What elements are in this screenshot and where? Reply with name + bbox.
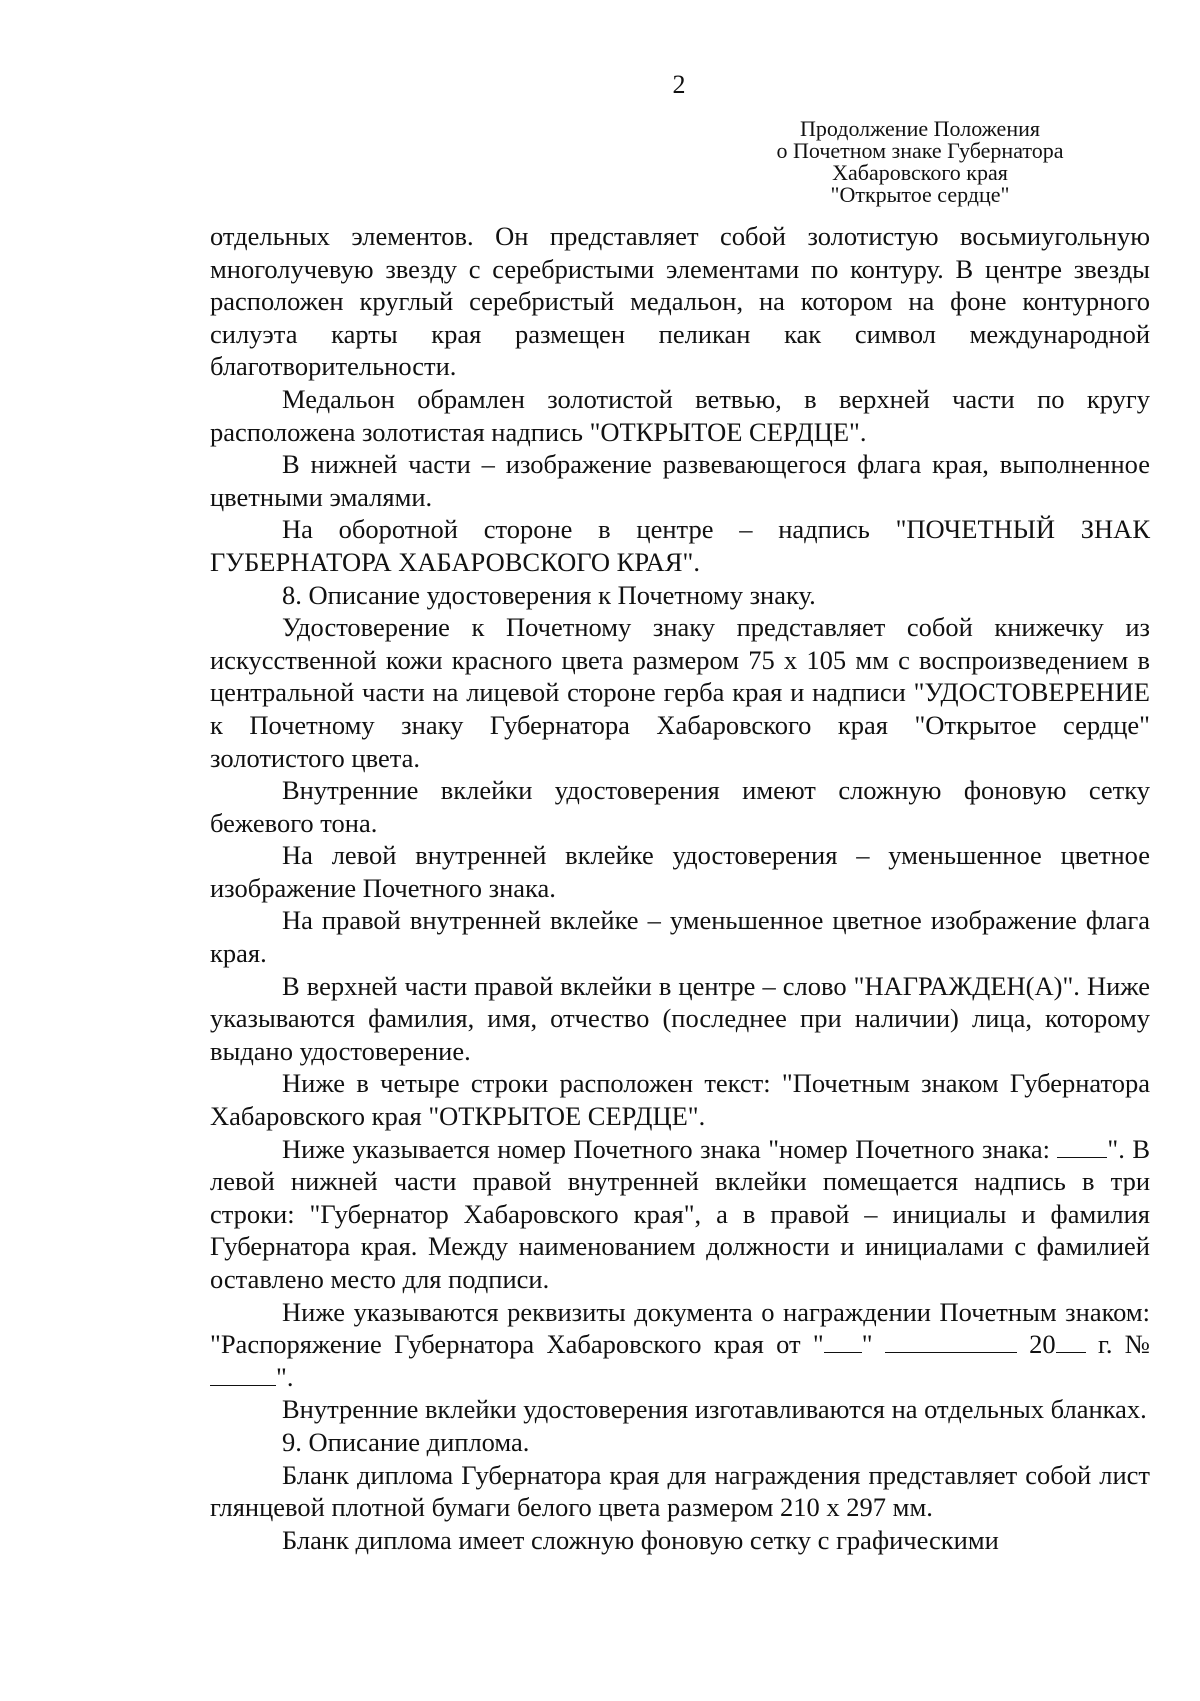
order-quote: " bbox=[861, 1329, 873, 1360]
document-body bbox=[210, 220, 1150, 1556]
page-number: 2 bbox=[672, 70, 686, 99]
document-header bbox=[760, 118, 1080, 206]
order-year-suffix: г. bbox=[1097, 1329, 1113, 1360]
order-day-blank bbox=[824, 1351, 862, 1353]
order-text-end: ". bbox=[276, 1361, 294, 1392]
paragraph-reverse-side: На оборотной стороне в центре – надпись "ПОЧЕТНЫЙ ЗНАК ГУБЕРНАТОРА ХАБАРОВСКОГО КРАЯ". bbox=[210, 514, 1150, 577]
order-year-prefix: 20 bbox=[1029, 1329, 1056, 1360]
badge-number-blank bbox=[1057, 1156, 1107, 1158]
paragraph-left-insert: На левой внутренней вклейке удостоверения – уменьшенное цветное изображение Почетного знака. bbox=[210, 840, 1150, 903]
paragraph-diploma-background: Бланк диплома имеет сложную фоновую сетку с графическими bbox=[282, 1524, 999, 1555]
order-text-start: Ниже указываются реквизиты документа о награждении Почетным знаком: "Распоряжение Губернатора Хабаровского края от " bbox=[210, 1296, 1150, 1360]
paragraph-medallion: Медальон обрамлен золотистой ветвью, в верхней части по кругу расположена золотистая надпись "ОТКРЫТОЕ СЕРДЦЕ". bbox=[210, 383, 1150, 447]
paragraph-badge-description: отдельных элементов. Он представляет собой золотистую восьмиугольную многолучевую звезду с серебристыми элементами по контуру. В центре звезды расположен круглый серебристый медальон, на котором на фоне контурного силуэта карты края размещен пеликан как символ международной благотворительности. bbox=[210, 221, 1150, 382]
paragraph-diploma-blank: Бланк диплома Губернатора края для награждения представляет собой лист глянцевой плотной бумаги белого цвета размером 210 х 297 мм. bbox=[210, 1459, 1150, 1523]
header-line-4: "Открытое сердце" bbox=[830, 182, 1010, 207]
paragraph-inner-inserts: Внутренние вклейки удостоверения имеют сложную фоновую сетку бежевого тона. bbox=[210, 775, 1150, 838]
badge-number-text-start: Ниже указывается номер Почетного знака "номер Почетного знака: bbox=[282, 1133, 1058, 1164]
section-heading-diploma: 9. Описание диплома. bbox=[282, 1426, 530, 1457]
paragraph-order-details bbox=[210, 1296, 1150, 1394]
paragraph-awarded-word: В верхней части правой вклейки в центре – слово "НАГРАЖДЕН(А)". Ниже указываются фамилия, имя, отчество (последнее при наличии) лица, которому выдано удостоверение. bbox=[210, 970, 1150, 1066]
header-line-3: Хабаровского края bbox=[832, 160, 1008, 185]
header-line-2: о Почетном знаке Губернатора bbox=[776, 138, 1064, 163]
paragraph-certificate-cover: Удостоверение к Почетному знаку представляет собой книжечку из искусственной кожи красного цвета размером 75 х 105 мм с воспроизведением в центральной части на лицевой стороне герба края и надписи "УДОСТОВЕРЕНИЕ к Почетному знаку Губернатора Хабаровского края "Открытое сердце" золотистого цвета. bbox=[210, 612, 1150, 773]
header-line-1: Продолжение Положения bbox=[800, 116, 1040, 141]
paragraph-four-lines-text: Ниже в четыре строки расположен текст: "Почетным знаком Губернатора Хабаровского края "ОТКРЫТОЕ СЕРДЦЕ". bbox=[210, 1068, 1150, 1132]
order-number-sign: № bbox=[1124, 1329, 1151, 1360]
paragraph-separate-blanks: Внутренние вклейки удостоверения изготавливаются на отдельных бланках. bbox=[282, 1394, 1147, 1425]
order-month-blank bbox=[885, 1351, 1017, 1353]
paragraph-badge-number bbox=[210, 1133, 1150, 1296]
order-year-blank bbox=[1056, 1351, 1086, 1353]
order-number-blank bbox=[210, 1384, 276, 1386]
paragraph-lower-part: В нижней части – изображение развевающегося флага края, выполненное цветными эмалями. bbox=[210, 449, 1150, 512]
badge-number-text-end: ". В левой нижней части правой внутренней вклейки помещается надпись в три строки: "Губернатор Хабаровского края", а в правой – инициалы и фамилия Губернатора края. Между наименованием должности и инициалами с фамилией оставлено место для подписи. bbox=[210, 1133, 1150, 1294]
section-heading-certificate: 8. Описание удостоверения к Почетному знаку. bbox=[282, 579, 816, 610]
paragraph-right-insert: На правой внутренней вклейке – уменьшенное цветное изображение флага края. bbox=[210, 905, 1150, 969]
